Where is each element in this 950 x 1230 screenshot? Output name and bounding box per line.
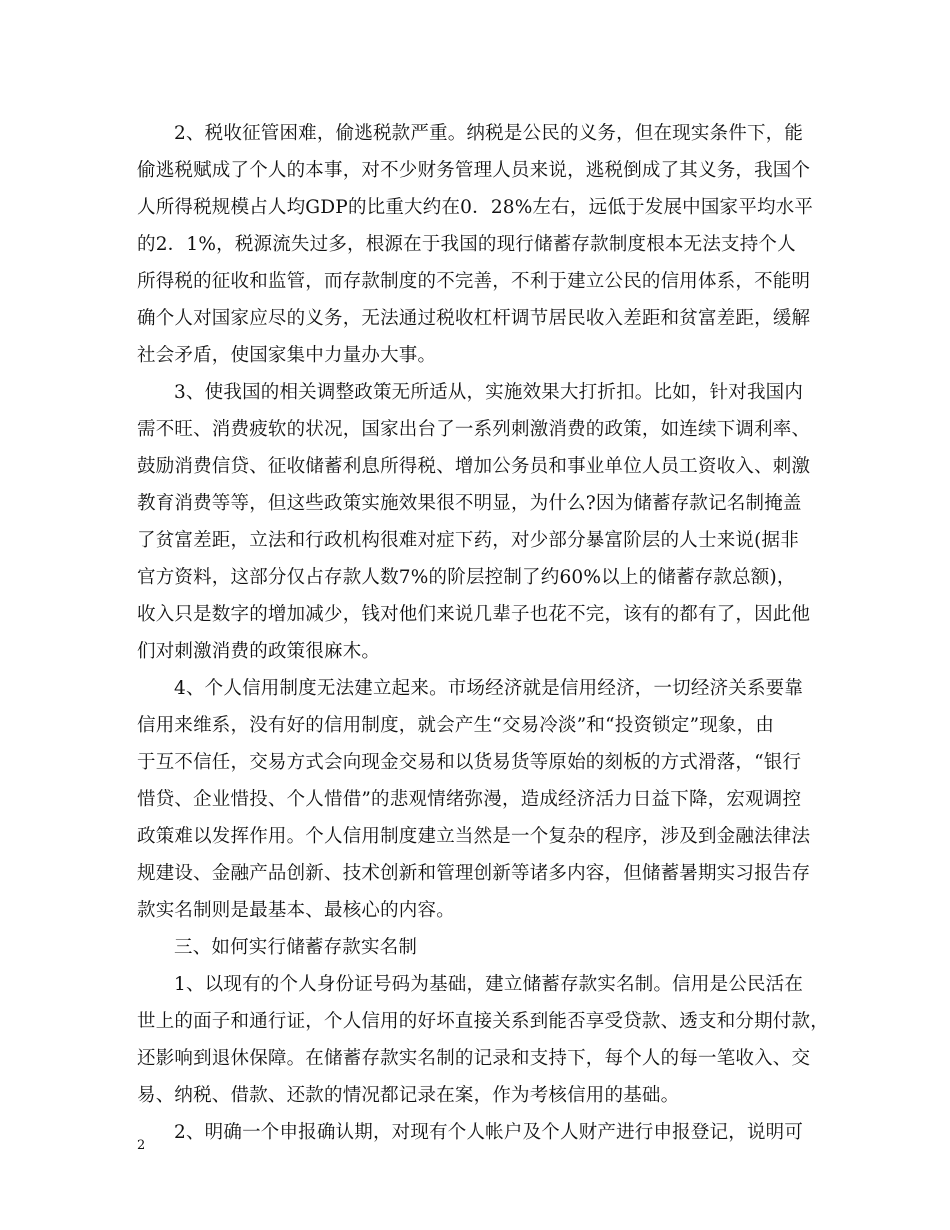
text-line: 所得税的征收和监管，而存款制度的不完善，不利于建立公民的信用体系，不能明 [137,271,811,292]
text-line: 教育消费等等，但这些政策实施效果很不明显，为什么?因为储蓄存款记名制掩盖 [137,493,802,514]
text-line: 3、使我国的相关调整政策无所适从，实施效果大打折扣。比如，针对我国内 [174,382,804,403]
text-line: 收入只是数字的增加减少，钱对他们来说几辈子也花不完，该有的都有了，因此他 [137,604,811,625]
text-line: 鼓励消费信贷、征收储蓄利息所得税、增加公务员和事业单位人员工资收入、刺激 [137,456,811,477]
text-line: 于互不信任，交易方式会向现金交易和以货易货等原始的刻板的方式滑落，“银行 [137,752,802,773]
text-line: 确个人对国家应尽的义务，无法通过税收杠杆调节居民收入差距和贫富差距，缓解 [137,308,811,329]
text-line: 易、纳税、借款、还款的情况都记录在案，作为考核信用的基础。 [137,1085,680,1106]
text-line: 政策难以发挥作用。个人信用制度建立当然是一个复杂的程序，涉及到金融法律法 [137,826,811,847]
text-line: 了贫富差距，立法和行政机构很难对症下药，对少部分暴富阶层的人士来说(据非 [137,530,799,551]
text-line: 1、以现有的个人身份证号码为基础，建立储蓄存款实名制。信用是公民活在 [174,974,804,995]
text-line: 2、税收征管困难，偷逃税款严重。纳税是公民的义务，但在现实条件下，能 [174,123,804,144]
text-line: 惜贷、企业惜投、个人惜借”的悲观情绪弥漫，造成经济活力日益下降，宏观调控 [137,789,802,810]
text-line: 4、个人信用制度无法建立起来。市场经济就是信用经济，一切经济关系要靠 [174,678,804,699]
page-number: 2 [137,1138,146,1153]
text-line: 还影响到退休保障。在储蓄存款实名制的记录和支持下，每个人的每一笔收入、交 [137,1048,811,1069]
text-line: 的2．1%，税源流失过多，根源在于我国的现行储蓄存款制度根本无法支持个人 [137,234,796,255]
text-line: 2、明确一个申报确认期，对现有个人帐户及个人财产进行申报登记，说明可 [174,1122,804,1143]
text-line: 社会矛盾，使国家集中力量办大事。 [137,345,437,366]
text-line: 们对刺激消费的政策很麻木。 [137,641,381,662]
text-line: 需不旺、消费疲软的状况，国家出台了一系列刺激消费的政策，如连续下调利率、 [137,419,811,440]
section-heading: 三、如何实行储蓄存款实名制 [174,937,418,958]
text-line: 规建设、金融产品创新、技术创新和管理创新等诸多内容，但储蓄暑期实习报告存 [137,863,811,884]
text-line: 官方资料，这部分仅占存款人数7%的阶层控制了约60%以上的储蓄存款总额)， [137,567,796,588]
document-body [137,115,829,1151]
text-line: 世上的面子和通行证，个人信用的好坏直接关系到能否享受贷款、透支和分期付款， [137,1011,829,1032]
text-line: 人所得税规模占人均GDP的比重大约在0．28%左右，远低于发展中国家平均水平 [137,197,814,218]
text-line: 信用来维系，没有好的信用制度，就会产生“交易冷淡”和“投资锁定”现象，由 [137,715,775,736]
text-line: 款实名制则是最基本、最核心的内容。 [137,900,455,921]
text-line: 偷逃税赋成了个人的本事，对不少财务管理人员来说，逃税倒成了其义务，我国个 [137,160,811,181]
